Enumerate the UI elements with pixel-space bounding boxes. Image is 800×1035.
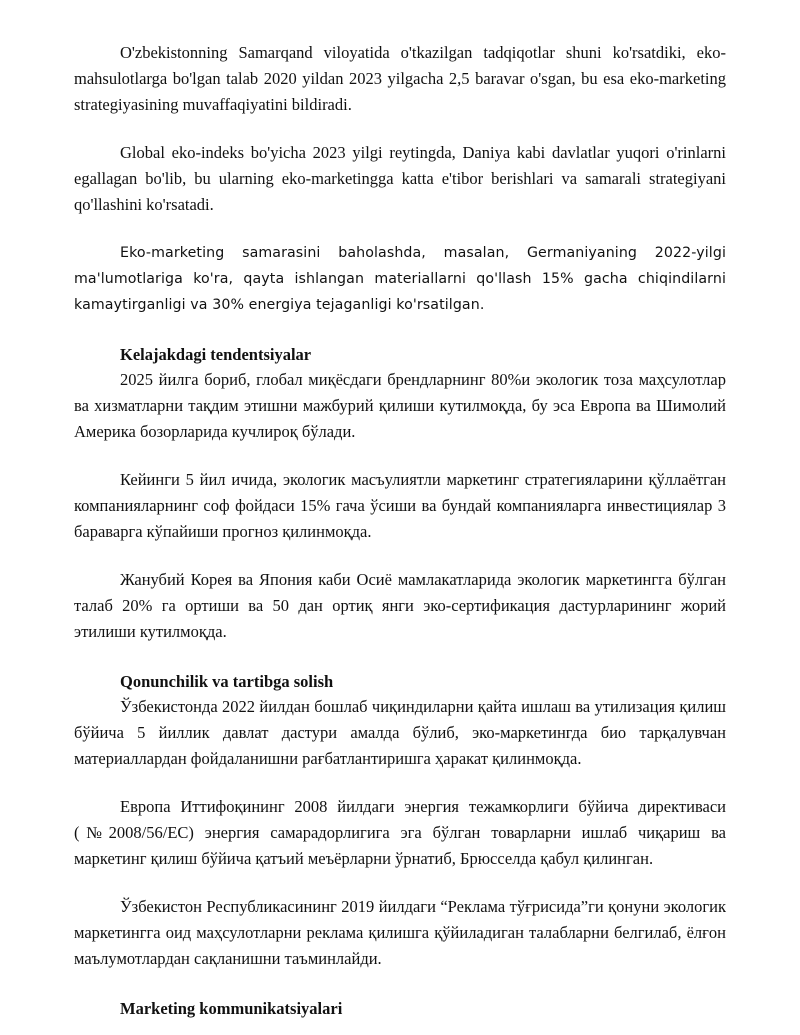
paragraph-global-eco-index: Global eko-indeks bo'yicha 2023 yilgi reytingda, Daniya kabi davlatlar yuqori o'rinlarni egallagan bo'lib, bu ularning eko-marketingga katta e'tibor berishlari va samarali strategiyani qo'llashini ko'rsatadi. bbox=[74, 143, 726, 214]
paragraph-germany-data: Eko-marketing samarasini baholashda, masalan, Germaniyaning 2022-yilgi ma'lumotlariga ko'ra, qayta ishlangan materiallarni qo'llash 15% gacha chiqindilarni kamaytirganligi va 30% energiya tejaganligi ko'rsatilgan. bbox=[74, 245, 726, 313]
section-heading-future-trends: Kelajakdagi tendentsiyalar bbox=[120, 345, 312, 364]
document-page bbox=[74, 40, 726, 1021]
paragraph-2025-brands: 2025 йилга бориб, глобал миқёсдаги брендларнинг 80%и экологик тоза маҳсулотлар ва хизматларни тақдим этишни мажбурий қилиши кутилмоқда, бу эса Европа ва Шимолий Америка бозорларида кучлироқ бўлади. bbox=[74, 370, 726, 441]
paragraph-asia-demand: Жанубий Корея ва Япония каби Осиё мамлакатларида экологик маркетингга бўлган талаб 20% га ортиши ва 50 дан ортиқ янги эко-сертификация дастурларининг жорий этилиши кутилмоқда. bbox=[74, 570, 726, 641]
paragraph-eu-directive: Европа Иттифоқининг 2008 йилдаги энергия тежамкорлиги бўйича директиваси (№2008/56/EC) энергия самарадорлигига эга бўлган товарларни ишлаб чиқариш ва маркетинг қилиш бўйича қатъий меъёрларни ўрнатиб, Брюсселда қабул қилинган. bbox=[74, 797, 726, 868]
paragraph-samarkand-study: O'zbekistonning Samarqand viloyatida o'tkazilgan tadqiqotlar shuni ko'rsatdiki, eko-mahsulotlarga bo'lgan talab 2020 yildan 2023 yilgacha 2,5 baravar o'sgan, bu esa eko-marketing strategiyasining muvaffaqiyatini bildiradi. bbox=[74, 43, 726, 114]
paragraph-advertising-law: Ўзбекистон Республикасининг 2019 йилдаги “Реклама тўғрисида”ги қонуни экологик маркетингга оид маҳсулотларни реклама қилишга қўйиладиган талабларни белгилаб, ёлғон маълумотлардан сақланишни таъминлайди. bbox=[74, 897, 726, 968]
paragraph-uzbekistan-program: Ўзбекистонда 2022 йилдан бошлаб чиқиндиларни қайта ишлаш ва утилизация қилиш бўйича 5 йиллик давлат дастури амалда бўлиб, эко-маркетингда био тарқалувчан материаллардан фойдаланишни рағбатлантиришга ҳаракат қилинмоқда. bbox=[74, 697, 726, 768]
paragraph-five-year-forecast: Кейинги 5 йил ичида, экологик масъулиятли маркетинг стратегияларини қўллаётган компанияларнинг соф фойдаси 15% гача ўсиши ва бундай компанияларга инвестициялар 3 бараварга кўпайиши прогноз қилинмоқда. bbox=[74, 470, 726, 541]
section-heading-legislation: Qonunchilik va tartibga solish bbox=[120, 672, 334, 691]
section-heading-marketing-communications: Marketing kommunikatsiyalari bbox=[120, 999, 343, 1018]
